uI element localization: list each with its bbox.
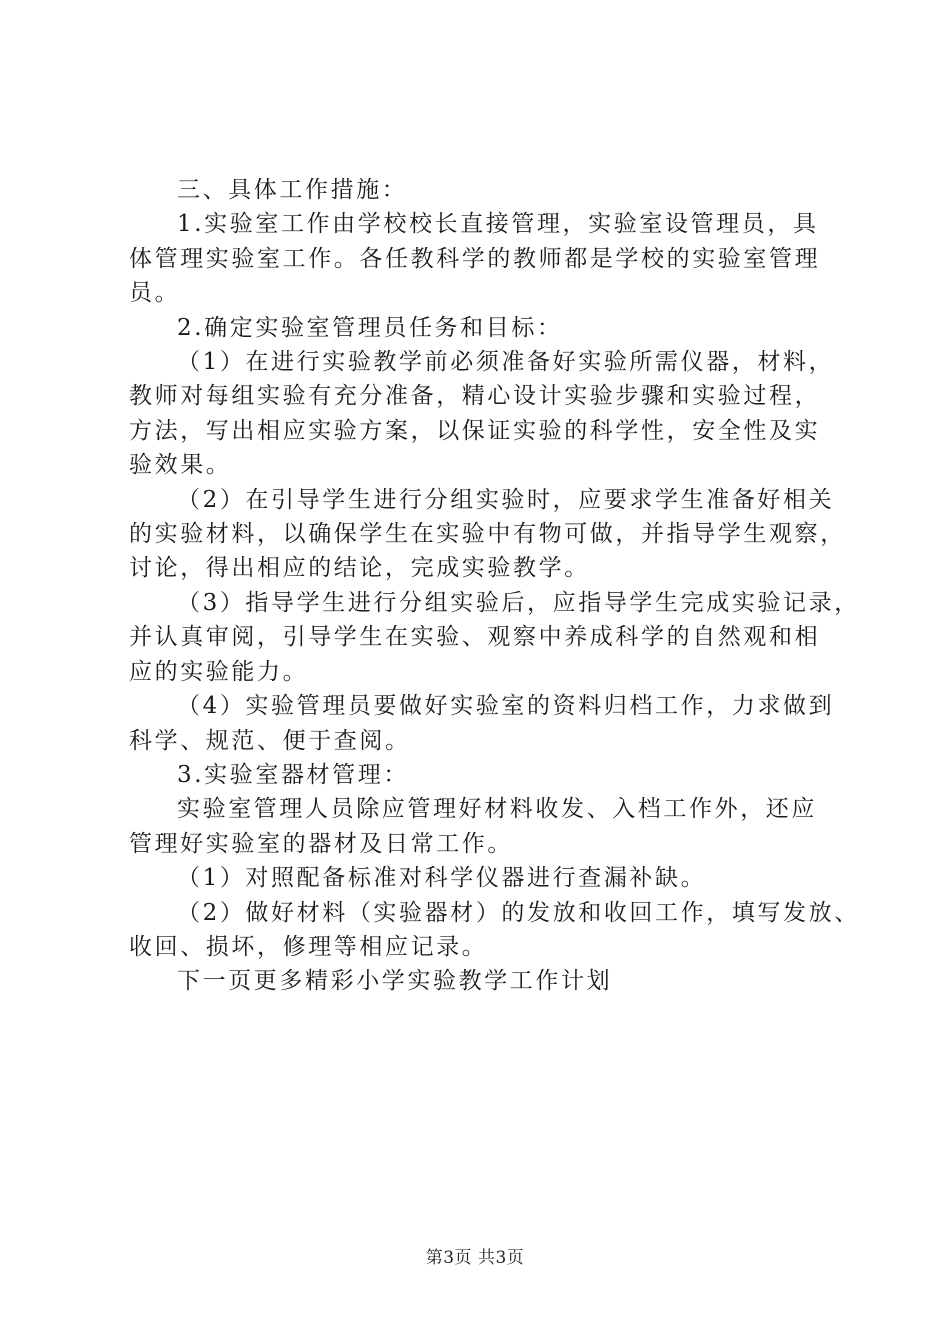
text-line: 员。 [129,280,181,307]
text-line: 验效果。 [129,452,232,479]
text-line: （3）指导学生进行分组实验后，应指导学生完成实验记录， [177,589,860,616]
text-line: 教师对每组实验有充分准备，精心设计实验步骤和实验过程， [129,383,821,410]
text-line: 方法，写出相应实验方案，以保证实验的科学性，安全性及实 [129,417,821,444]
text-line: （1）对照配备标准对科学仪器进行查漏补缺。 [177,865,707,892]
text-line: 体管理实验室工作。各任教科学的教师都是学校的实验室管理 [129,245,821,272]
text-line: 3.实验室器材管理： [177,761,409,788]
text-line: 实验室管理人员除应管理好材料收发、入档工作外，还应 [177,796,817,823]
text-line: 收回、损坏，修理等相应记录。 [129,933,488,960]
text-line: 管理好实验室的器材及日常工作。 [129,830,513,857]
text-line: 2.确定实验室管理员任务和目标： [177,314,563,341]
text-line: 并认真审阅，引导学生在实验、观察中养成科学的自然观和相 [129,624,821,651]
text-line: 下一页更多精彩小学实验教学工作计划 [177,968,613,995]
text-line: 的实验材料，以确保学生在实验中有物可做，并指导学生观察， [129,521,846,548]
text-line: （1）在进行实验教学前必须准备好实验所需仪器，材料， [177,349,835,376]
text-line: 三、具体工作措施： [177,177,408,203]
text-line: 应的实验能力。 [129,658,309,685]
text-line: （4）实验管理员要做好实验室的资料归档工作，力求做到 [177,693,835,720]
text-line: 讨论，得出相应的结论，完成实验教学。 [129,555,590,582]
text-line: 1.实验室工作由学校校长直接管理，实验室设管理员，具 [177,211,819,238]
document-body [129,173,860,999]
page-footer: 第3页 共3页 [425,1248,525,1268]
text-line: （2）在引导学生进行分组实验时，应要求学生准备好相关 [177,486,835,513]
text-line: 科学、规范、便于查阅。 [129,727,411,754]
text-line: （2）做好材料（实验器材）的发放和收回工作，填写发放、 [177,899,860,926]
